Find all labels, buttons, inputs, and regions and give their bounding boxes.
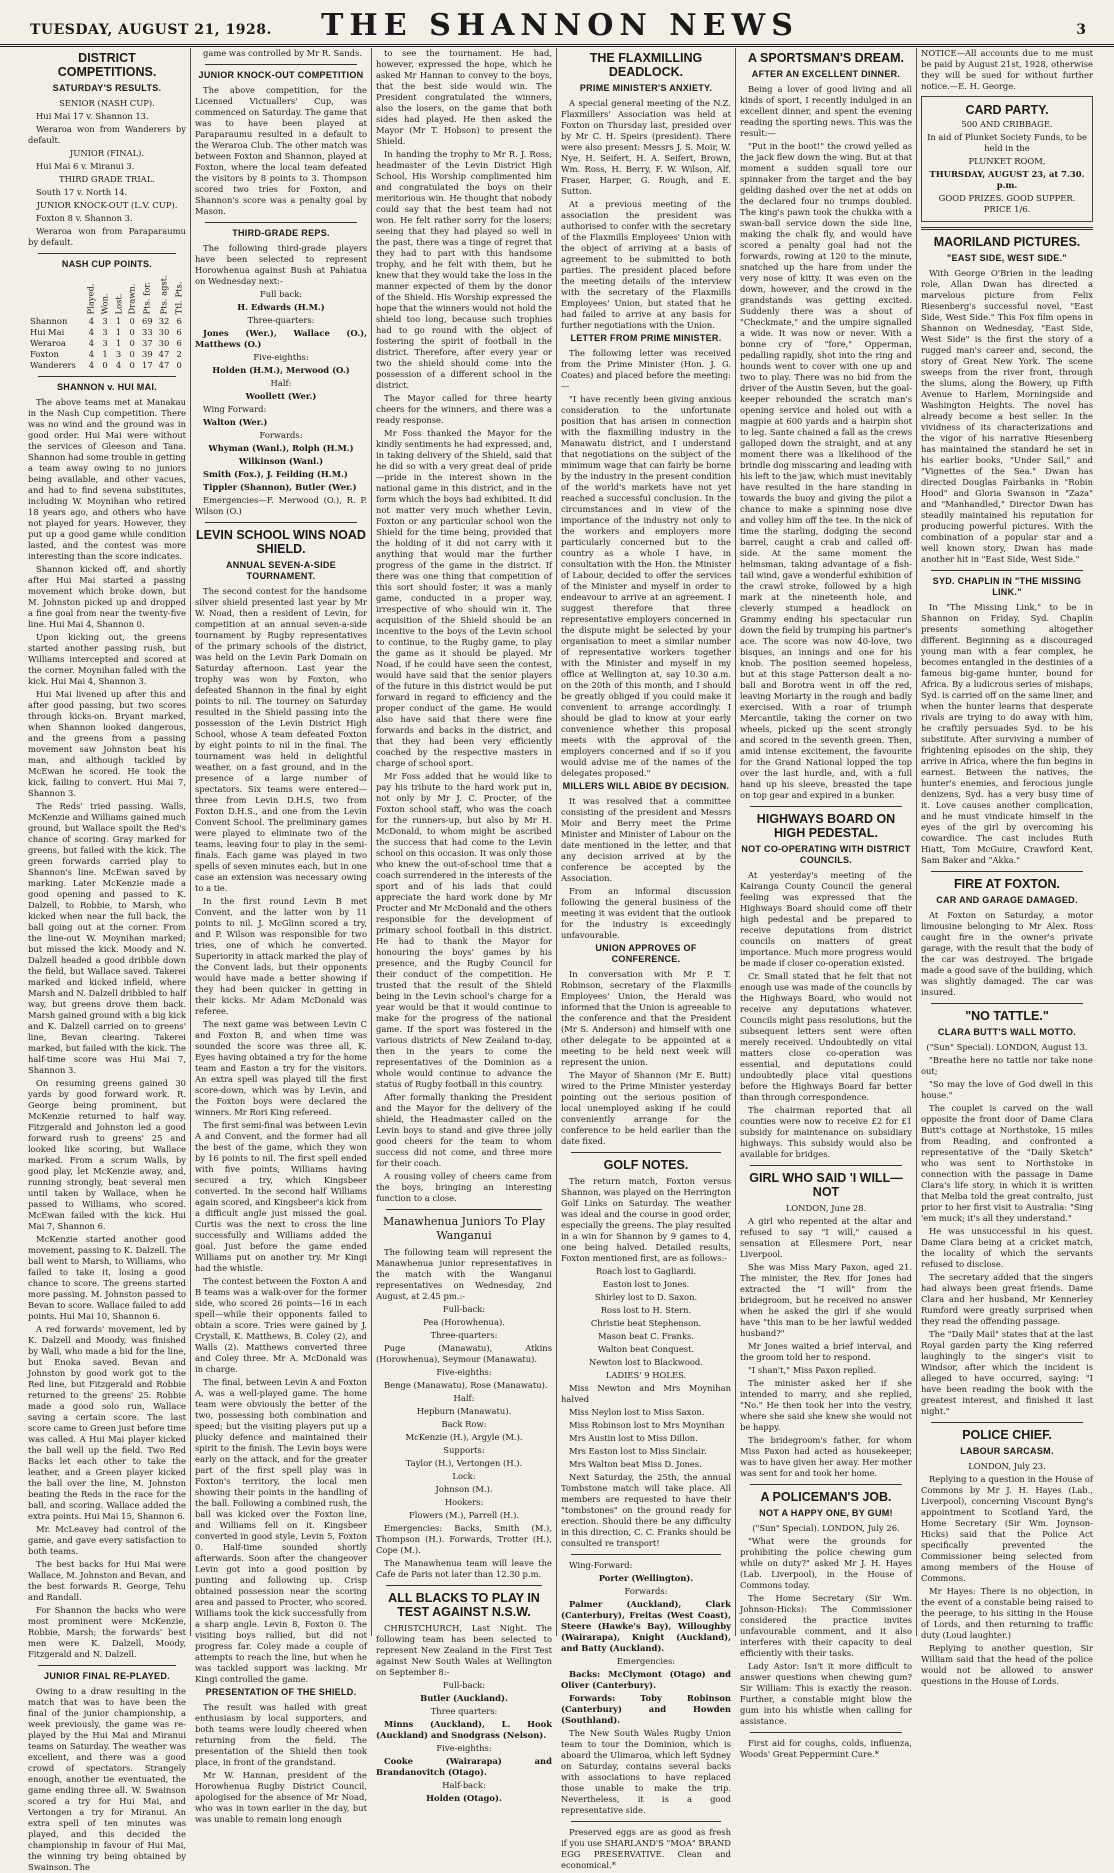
table-cell: 0 — [129, 349, 135, 359]
article-paragraph: The Reds' tried passing. Walls, McKenzie and Williams gained much ground, but Wallace spoilt the Red's chance of scoring. Gray marked for greens, but failed with the kick. The green forwards carried play to Shannon's line. McEwan saved by marking. Later McKenzie made a good opening and passed to K. Dalzell, to Robbie, to Marsh, who kicked when near the full back, the ball going out at the corner. From the line-out W. Moynihan marked; but missed the kick. Moody and N. Dalzell headed a good dribble down the field, but Wallace saved. Takerei marked and kicked infield, where Marsh and N. Dalzell dribbled to half way, but greens drove them back. Marsh gained ground with a big kick and K. Dalzell carried on to greens' line, Bevan clearing. Takerei marked, but failed with the kick. The half-time score was Hui Mai 7, Shannon 3. — [28, 801, 186, 1075]
table-cell: 1 — [102, 349, 108, 359]
article-paragraph: "Put in the boot!" the crowd yelled as the jack flew down the wing. But at that moment a sudden squall tore our spinnaker from the target and the bay gelding dashed over the net at odds on the declared four no trumps doubled. The king's pawn took the chukka with a swan-ball service down the side line, making the chalk fly, and would have scored a penalty goal had not the forwards, rowing at 120 to the minute, snatched up the hare from under the very nose of kitty. It was even on the down, however, and the crowd in the grandstands was getting excited. Suddenly there was a shout of "Checkmate," and the umpire signalled a wide. It was now or never. With a bonne cry of "fore," Opperman, pedalling rapidly, shot into the ring and hounds went to cover with one up and two to play. There was no bid from the driver of the Austin Seven, but the goal-keeper rebounded the scratch man's opening service and holed out with a magpie at 600 yards and a hairpin shot to leg. Sante chained a fall as the crews galloped down the straight, and at any moment there was a likelihood of the brindle dog misscaring and leading with his left to the jaw, which must inevitably have resulted in the hare standing in towards the buoy and giving the pilot a chance to make a spinning nose dive and volley him off the tee. In the nick of time the starling, dodging the second barrel, caught a crab and called off-side. At the same moment the helmsman, taking advantage of a fish-tail wind, gave a wonderful exhibition of the crawl stroke, followed by a high mark at the nineteenth hole, and cleverly stumped a headlock on Grammy ending his spectacular run down the field by trumping his partner's ace. The score was now 40-love, two bisques, an innings and one for his knob. The position seemed hopeless, but at this stage Patterson dealt a no-ball and Borotra went in off the red, leaving Moriarty in the rough and badly exercised. With a roar of triumph Mercantile, taking the corner on two wheels, picked up the scent strongly and scored in the seventh green. Then, amid intense excitement, the favourite for the Grand National lopped the top over the last hurdle, and, with a full hand up his sleeve, breasted the tape on top gear and expired in a bunker. — [740, 141, 912, 800]
article-paragraph: The best backs for Hui Mai were Wallace, M. Johnston and Bevan, and the best forwards R. George, Tehu and Randall. — [28, 1559, 186, 1602]
team-line: Taylor (H.), Vertongen (H.). — [405, 1458, 523, 1468]
article-paragraph: A rousing volley of cheers came from the boys, bringing an interesting function to a close. — [376, 1171, 552, 1203]
divider — [931, 570, 1083, 571]
table-cell: 4 — [88, 349, 95, 359]
article-paragraph: McKenzie started another good movement, passing to K. Dalzell. The ball went to Marsh, to Williams, who failed to take it, losing a good chance to score. The greens started more passing. M. Johnston passed to Bevan to score. Wallace failed to add points. Hui Mai 10, Shannon 6. — [28, 1234, 186, 1321]
team-line: Porter (Wellington). — [598, 1573, 694, 1583]
table-cell: 32 — [158, 316, 170, 326]
subheadline: PRESENTATION OF THE SHIELD. — [205, 1687, 357, 1697]
team-line: Forwards: — [624, 1586, 668, 1596]
table-cell: Hui Mai — [30, 327, 65, 337]
article-paragraph: From an informal discussion following the general business of the meeting it was evident that the outlook for the industry is exceedingly unfavourable. — [561, 886, 731, 940]
page-number: 3 — [1076, 22, 1086, 38]
team-line: Minns (Auckland), L. Hook (Auckland) and Snodgrass (Nelson). — [376, 1719, 552, 1740]
advertisement: Preserved eggs are as good as fresh if you use SHARLAND'S "MOA" BRAND EGG PRESERVATIVE. Clean and economical.* — [561, 1827, 731, 1870]
headline: FIRE AT FOXTON. — [953, 877, 1061, 891]
headline: ALL BLACKS TO PLAY IN TEST AGAINST N.S.W. — [388, 1591, 540, 1619]
team-line: Forwards: Toby Robinson (Canterbury) and Howden (Southland). — [561, 1693, 731, 1725]
headline: A SPORTSMAN'S DREAM. — [748, 51, 904, 65]
team-line: Whyman (Wanl.), Rolph (H.M.) — [208, 443, 354, 453]
team-line: Walton (Wer.) — [203, 417, 268, 427]
team-line: Forwards: — [259, 430, 303, 440]
article-paragraph: The New South Wales Rugby Union team to tour the Dominion, which is aboard the Ulimaroa, which left Sydney on Saturday, contains several backs with associations to have replaced those unable to make the trip. Nevertheless, it is a good representative side. — [561, 1728, 731, 1815]
result-line: Christie beat Stephenson. — [590, 1318, 702, 1328]
table-cell: 3 — [102, 327, 108, 337]
article-paragraph: The secretary added that the singers had always been great friends. Dame Clara and her husband, Mr Kennerley Rumford were greatly surprised when they read the offending passage. — [921, 1272, 1093, 1326]
team-line: Three quarters: — [430, 1706, 498, 1716]
subheadline: MILLERS WILL ABIDE BY DECISION. — [562, 781, 730, 791]
team-line: Half-back: — [442, 1780, 486, 1790]
dateline: ("Sun" Special). LONDON, August 13. — [926, 1042, 1088, 1052]
column-5 — [740, 48, 912, 1759]
ad-title: CARD PARTY. — [965, 103, 1049, 117]
result-line: Mrs Austin lost to Miss Dillon. — [569, 1433, 698, 1443]
ad-line: PLUNKET ROOM, — [968, 156, 1046, 166]
table-header: Pts. for. — [141, 281, 152, 315]
result-line: South 17 v. North 14. — [36, 187, 128, 197]
table-header: Won. — [99, 293, 110, 315]
table-header: Drawn. — [126, 283, 137, 315]
article-paragraph: "So may the love of God dwell in this house." — [921, 1079, 1093, 1100]
team-line: Hookers: — [444, 1497, 484, 1507]
article-paragraph: After formally thanking the President and the Mayor for the delivery of the shield, the Headmaster called on the Levin boys to stand and give three jolly good cheers for the team to whom success did not come, and three more for their coach. — [376, 1092, 552, 1168]
result-line: Mrs Walton beat Miss D. Jones. — [569, 1459, 702, 1469]
article-paragraph: A red forwards' movement, led by K. Dalzell and Moody, was finished by Wall, who made a bid for the line, but Enoka saved. Bevan and Johnston by good work got to the Red line, but Fitzgerald and Robbie returned to the greens' 25. Robbie made a good solo run, Wallace saving a certain score. The last score came to Green just before time was called. A Hui Mai player kicked the ball well up the field. Two Red Backs let each other to take the leather, and a Green player kicked the ball over the line, M. Johnston beating the Reds in the race for the ball, and scoring. Wallace added the extra points. Hui Mai 15, Shannon 6. — [28, 1324, 186, 1521]
subheadline: NOT A HAPPY ONE, BY GUM! — [759, 1508, 893, 1518]
team-line: Three-quarters: — [247, 315, 315, 325]
ad-line: In aid of Plunket Society Funds, to be held in the — [927, 132, 1087, 153]
team-line: Emergencies: — [616, 1656, 676, 1666]
article-paragraph: "I shan't," Miss Paxon replied. — [748, 1365, 876, 1375]
team-line: Puge (Manawatu), Atkins (Horowhenua), Seymour (Manawatu). — [376, 1343, 552, 1364]
table-cell: 0 — [129, 316, 135, 326]
divider — [750, 1165, 902, 1166]
result-line: Newton lost to Blackwood. — [589, 1357, 703, 1367]
team-line: H. Edwards (H.M.) — [237, 302, 325, 312]
team-line: Three-quarters: — [430, 1330, 498, 1340]
article-paragraph: In conversation with Mr P. T. Robinson, secretary of the Flaxmills Employees' Union, the Herald was informed that the Union is agreeable to the conference and that the President (Mr S. Anderson) and himself with one other delegate to be appointed at a meeting to be held next week will represent the union. — [561, 969, 731, 1067]
headline: LEVIN SCHOOL WINS NOAD SHIELD. — [196, 528, 366, 556]
article-paragraph: Shannon kicked off, and shortly after Hui Mai started a passing movement which broke down, but M. Johnston picked up and dropped a fine goal from near the twenty-five line. Hui Mai 4, Shannon 0. — [28, 564, 186, 629]
masthead — [0, 0, 1114, 47]
subheadline: SHANNON v. HUI MAI. — [56, 382, 158, 392]
headline: THE FLAXMILLING DEADLOCK. — [589, 51, 703, 79]
result-line: Easton lost to Jones. — [602, 1279, 690, 1289]
result-line: Weraroa won from Wanderers by default. — [28, 124, 186, 145]
table-cell: 4 — [88, 360, 95, 370]
article-paragraph: In handing the trophy to Mr R. J. Ross, headmaster of the Levin District High School, His Worship complimented him and congratulated the boys on their meritorious win. He thought that nobody could say that the best team had not won. He felt rather sorry for the losers; seeing that they had played so well in the past, there was a tinge of regret that they had to part with this handsome trophy, and he felt with them, but he knew that they would take the loss in the manner expected of them by the donor of the Shield. His Worship expressed the hope that the winners would not hold the shield too long, because such trophies had to go round with the object of fostering the spirit of football in the district. Therefore, after every year or two the shield should come into the possession of a different school in the district. — [376, 149, 552, 390]
table-cell: 6 — [176, 327, 182, 337]
subheadline: AFTER AN EXCELLENT DINNER. — [751, 69, 901, 79]
column-rule — [735, 48, 736, 1636]
result-line: LADIES' 9 HOLES. — [605, 1370, 687, 1380]
team-line: Flowers (M.), Parrell (H.). — [408, 1510, 520, 1520]
article-paragraph: The next game was between Levin C and Foxton B, and when time was sounded the score was three all, K. Eyes having obtained a try for the home team and Easton a try for the visitors. An extra spell was played till the first score-down, which was by Levin, and the Foxton boys were declared the winners. Mr Rori King refereed. — [195, 1019, 367, 1117]
card-party-ad — [921, 96, 1093, 222]
advertisement: First aid for coughs, colds, influenza, Woods' Great Peppermint Cure.* — [740, 1738, 912, 1759]
subheadline: JUNIOR KNOCK-OUT COMPETITION — [198, 70, 364, 80]
table-cell: 4 — [88, 316, 95, 326]
team-line: Full-back: — [442, 1304, 486, 1314]
table-cell: 1 — [115, 338, 122, 348]
article-paragraph: The first semi-final was between Levin A and Convent, and the former had all the best of the game, which they won by 16 points to nil. The first spell ended with five points, Williams having secured a try, which Kingsbeer converted. In the second half Williams again scored, and Kingsbeer's kick from a difficult angle just missed the goal. Curtis was the next to cross the line successfully and Williams added the goal. Just before the game ended Williams put on another try. Mr Kingi had the whistle. — [195, 1120, 367, 1273]
team-line: Wing-Forward: — [569, 1560, 633, 1570]
result-line: Mrs Easton lost to Miss Sinclair. — [569, 1446, 707, 1456]
team-line: Emergencies—F. Merwood (O.), R. P. Wilson (O.) — [195, 495, 367, 516]
article-paragraph: The "Daily Mail" states that at the last Royal garden party the King referred laughingly to the singer's visit to Windsor, after which the incident is alleged to have occurred, saying: "I have been reading the book with the greatest interest, and finished it last night." — [921, 1329, 1093, 1416]
article-paragraph: The following third-grade players have been selected to represent Horowhenua against Bush at Pahiatua on Wednesday next:- — [195, 243, 367, 286]
table-row — [28, 338, 186, 349]
team-line: Holden (H.M.), Merwood (O.) — [212, 365, 350, 375]
article-paragraph: Next Saturday, the 25th, the annual Tombstone match will take place. All members are requested to have their "tombstones" on the ground ready for erection. Should there be any difficulty in this direction, C. C. Franks should be consulted re transport! — [561, 1472, 731, 1548]
article-paragraph: Mr Jones waited a brief interval, and the groom told her to respond. — [740, 1341, 912, 1362]
result-line: Foxton 8 v. Shannon 3. — [36, 213, 133, 223]
article-paragraph: In the first round Levin B met Convent, and the latter won by 11 points to nil. J. McGlinn scored a try, and P. Wilson was responsible for two tries, one of which he converted. Superiority in attack marked the play of the Convent lads, but their opponents would have made a better showing if they had been quicker in getting in their kicks. Mr Adam McDonald was referee. — [195, 896, 367, 1016]
headline: MAORILAND PICTURES. — [933, 235, 1081, 249]
divider — [38, 1665, 176, 1666]
team-line: Benge (Manawatu), Rose (Manawatu). — [384, 1380, 548, 1390]
team-line: Five-eighths: — [253, 352, 309, 362]
team-line: McKenzie (H.), Argyle (M.). — [405, 1432, 523, 1442]
team-line: Palmer (Auckland), Clark (Canterbury), Freitas (West Coast), Steere (Hawke's Bay), Willoughby (Wairarapa), Knight (Auckland), and Batty (Auckland). — [561, 1599, 731, 1653]
divider — [571, 1152, 721, 1153]
article-paragraph: At Foxton on Saturday, a motor limousine belonging to Mr Alex. Ross caught fire in the owner's private garage, with the result that the body of the car was destroyed. The brigade made a good save of the building, which was slightly damaged. The car was insured. — [921, 910, 1093, 997]
article-paragraph: Mr Hayes: There is no objection, in the event of a constable being raised to the peerage, to his sitting in the House of Lords, and then returning to traffic duty (Loud laughter.) — [921, 1586, 1093, 1640]
subheadline: CLARA BUTT'S WALL MOTTO. — [937, 1027, 1077, 1037]
result-line: Weraroa won from Paraparaumu by default. — [28, 226, 186, 247]
team-line: Back Row: — [441, 1419, 487, 1429]
article-paragraph: "What were the grounds for prohibiting the police chewing gum while on duty?" asked Mr J. H. Hayes (Lab. Liverpool), in the House of Commons today. — [740, 1536, 912, 1590]
article-paragraph: In "The Missing Link," to be in Shannon on Friday, Syd. Chaplin presents something altogether different. Beginning as a discouraged young man with a fear complex, he becomes entangled in the destinies of a famous big-game hunter, bound for Africa. By a ludicrous series of mishaps, Syd. is carried off on the same liner, and when the hunter learns that desperate rivals are trying to do away with him, he craftily persuades Syd. to be his substitute. After surviving a number of frightening episodes on the ship, they arrive in Africa, where the fun begins in earnest. Between the natives, the hunter's enemies, and ferocious jungle denizens, Syd. has a very busy time of it. Love causes another complication, and he must vindicate himself in the eyes of the girl by overcoming his cowardice. The cast includes Ruth Hiatt, Tom McGuire, Crawford Kent, Sam Baker and "Akka." — [921, 602, 1093, 865]
article-paragraph: The above competition, for the Licensed Victuallers' Cup, was commenced on Saturday. The game that was to have been played at Paraparaumu resulted in a default to the Weraroa Club. The other match was between Foxton and Shannon, played at Foxton, where the local team defeated the visitors by 8 points to 3. Thompson scored two tries for Foxton, and Shannon's score was a penalty goal by Mason. — [195, 85, 367, 216]
divider — [750, 1732, 902, 1733]
team-line: Emergencies: Backs, Smith (M.), Thompson (H.). Forwards, Trotter (H.), Cope (M.). — [376, 1523, 552, 1555]
article-paragraph: Cr. Small stated that he felt that not enough use was made of the councils by the Highways Board, who would not receive any deputations whatever. Councils might pass resolutions, but the subsequent letters sent were often merely received. Undoubtedly on vital matters close co-operation was essential, and deputations could undoubtedly place vital questions before the Highways Board far better than through correspondence. — [740, 971, 912, 1102]
table-header: Ttl. Pts. — [173, 281, 184, 315]
subheadline: THIRD-GRADE REPS. — [232, 228, 330, 238]
subheadline: PRIME MINISTER'S ANXIETY. — [579, 83, 713, 93]
article-paragraph: With George O'Brien in the leading role, Allan Dwan has directed a marvelous picture from Felix Riesenberg's successful novel, "East Side, West Side." This Fox film opens in Shannon on Wednesday, "East Side, West Side" is the first the story of a rugged man's career and, second, the story of Great New York. The scene sweeps from the river front, through the slums, along the Bowery, up Fifth Avenue to Harlem, Morningside and Washington Heights. The novel has already become a best seller. In the vividness of its characterizations and the vigor of his narrative Riesenberg has maintained the standard he set in his earlier books, "Under Sail," and "Vignettes of the Sea." Dwan has directed Douglas Fairbanks in "Robin Hood" and Gloria Swanson in "Zaza" and "Manhandled," Director Dwan has steadily maintained his reputation for producing powerful pictures. With the combination of a popular star and a well known story, Dwan has made another hit in "East Side, West Side." — [921, 268, 1093, 564]
golf-results — [561, 1266, 731, 1470]
team-line: Smith (Fox.), J. Feilding (H.M.) — [203, 469, 348, 479]
article-paragraph: It was resolved that a committee consisting of the president and Messrs Moir and Berry meet the Prime Minister and Minister of Labour on the date mentioned in the letter, and that any decision arrived at by the conference be accepted by the Association. — [561, 796, 731, 883]
table-body — [28, 316, 186, 371]
divider — [386, 1585, 542, 1586]
column-1 — [28, 48, 187, 1872]
article-paragraph: Mr. McLeavey had control of the game, and gave every satisfaction to both teams. — [28, 1524, 186, 1556]
headline: POLICE CHIEF. — [962, 1428, 1052, 1442]
team-line: Wilkinson (Wanl.) — [238, 456, 324, 466]
article-paragraph: At yesterday's meeting of the Kairanga County Council the general feeling was expressed that the Highways Board should come off their high pedestal and be prepared to receive deputations from district councils on matters of great importance. Much more progress would be made if closer co-operation existed. — [740, 870, 912, 968]
team-line: Holden (Otago). — [426, 1793, 502, 1803]
article-paragraph: On resuming greens gained 30 yards by good forward work. R. George being prominent, but McKenzie returned to half way. Fitzgerald and Johnston led a good forward rush to greens' 25 and looked like scoring, but Wallace marked. From a scrum Walls, by good play, let McKenzie away, and, running strongly, beat several men until taken by Wallace, when he passed to Williams, who scored. McEwan failed with the kick. Hui Mai 7, Shannon 6. — [28, 1078, 186, 1231]
table-cell: Foxton — [30, 349, 59, 359]
notice: NOTICE—All accounts due to me must be paid by August 21st, 1928, otherwise they will be sued for without further notice.—E. H. George. — [921, 48, 1093, 91]
dateline: ("Sun" Special). LONDON, July 26. — [752, 1523, 900, 1533]
table-row — [28, 316, 186, 327]
column-rule — [916, 48, 917, 1636]
divider — [205, 64, 357, 65]
team-line: Supports: — [443, 1445, 485, 1455]
result-line: JUNIOR (FINAL). — [69, 148, 145, 158]
headline: "NO TATTLE." — [965, 1009, 1049, 1023]
article-paragraph: The second contest for the handsome silver shield presented last year by Mr W. Noad, then a resident of Levin, for competition at an annual seven-a-side tournament by Rugby representatives of the primary schools of the district, was held on the Levin Park Domain on Saturday afternoon. Last year the trophy was won by Foxton, who defeated Shannon in the final by eight points to nil. The tourney on Saturday resulted in the Shield passing into the possession of the Levin District High School, whose A team defeated Foxton by eight points to nil in the final. The tournament was held in delightful weather, on a fast ground, and in the presence of a large number of spectators. Six teams were entered—three from Levin D.H.S, two from Foxton D.H.S., and one from the Levin Convent School. The preliminary games were played to eliminate two of the teams, leaving four to play in the semi-finals. Each game was played in two spells of seven minutes each, but in one case an extension was necessary owing to a tie. — [195, 586, 367, 893]
subheadline: "EAST SIDE, WEST SIDE." — [947, 253, 1067, 263]
subheadline: ANNUAL SEVEN-A-SIDE TOURNAMENT. — [225, 560, 337, 581]
table-cell: 4 — [88, 327, 95, 337]
team-line: Half: — [453, 1393, 475, 1403]
table-cell: 30 — [158, 338, 170, 348]
subheadline: CAR AND GARAGE DAMAGED. — [936, 895, 1078, 905]
table-header-row — [28, 274, 186, 316]
table-cell: 0 — [129, 338, 135, 348]
team-list — [376, 1304, 552, 1580]
result-line: Shirley lost to D. Saxon. — [594, 1292, 698, 1302]
column-4 — [561, 48, 731, 1870]
divider — [571, 1554, 721, 1555]
table-row — [28, 360, 186, 371]
table-row — [28, 327, 186, 338]
divider — [205, 522, 357, 523]
table-cell: Wanderers — [30, 360, 76, 370]
result-line: THIRD GRADE TRIAL. — [59, 174, 155, 184]
article-paragraph: Owing to a draw resulting in the match that was to have been the final of the junior championship, a week previously, the game was re-played by the Hui Mai and Miranui teams on Saturday. The weather was excellent, and there was a good crowd of spectators. Strangely enough, another tie eventuated, the game ending three all. W. Swainson scored a try for Hui Mai, and Vertongen a try for Miranui. An extra spell of ten minutes was played, and this decided the championship in favour of Hui Mai, the winning try being obtained by Swainson. The — [28, 1686, 186, 1872]
article-paragraph: Upon kicking out, the greens started another passing rush, but Williams intercepted and scored at the corner. Moynihan failed with the kick. Hui Mai 4, Shannon 3. — [28, 632, 186, 686]
article-paragraph: The Mayor called for three hearty cheers for the winners, and there was a ready response. — [376, 393, 552, 425]
article-paragraph: A special general meeting of the N.Z. Flaxmillers' Association was held at Foxton on Thursday last, presided over by Mr C. H. Speirs (president). There were also present: Messrs J. S. Moir, W. Nye, H. Seifert, H. A. Seifert, Brown, Wm. Ross, H. Berry, F. W. Wilson, Alf. Fraser, Harper, G. Rough, and E. Sutton. — [561, 98, 731, 196]
headline: Manawhenua Juniors To Play Wanganui — [382, 1215, 546, 1242]
article-paragraph: She was Miss Mary Paxon, aged 21. The minister, the Rev. Ifor Jones had extracted the "I will" from the bridegroom, but he received no answer when he asked the girl if she would have "this man to be her lawful wedded husband?" — [740, 1262, 912, 1338]
divider — [38, 253, 176, 254]
article-paragraph: The bridegroom's father, for whom Miss Paxon had acted as housekeeper, was to have given her away. Her mother was sent for and took her home. — [740, 1435, 912, 1478]
article-paragraph: Being a lover of good living and all kinds of sport, I recently indulged in an excellent dinner, and spent the evening reading the sporting news. This was the result:— — [740, 84, 912, 138]
table-cell: 0 — [129, 327, 135, 337]
article-paragraph: The Home Secretary (Sir Wm. Johnson-Hicks): The Commissioner considered the practice invites unfavourable comment, and it also interferes with their capacity to deal efficiently with their tasks. — [740, 1593, 912, 1658]
team-line: Five-eighths: — [436, 1367, 492, 1377]
table-cell: Shannon — [30, 316, 68, 326]
results-list — [28, 98, 186, 248]
dateline: LONDON, June 28. — [785, 1203, 867, 1213]
article-paragraph: The final, between Levin A and Foxton A, was a well-played game. The home team were obviously the better of the two, possessing both combination and speed; but the visiting players put up a plucky defence and maintained their spirit to the finish. The Levin boys were early on the attack, and for the greater part of the first spell play was in Foxton's territory, the local men showing their points in the handling of the ball. Following a combined rush, the ball was kicked over the Foxton line, and Williams fell on it. Kingsbeer converted in good style, Levin 5, Foxton 0. Half-time sounded shortly afterwards. Soon after the changeover Levin got into a good position by punting and following up. Crisp obtained possession near the scoring area and passed to Procter, who scored. Williams took the kick successfully from a sharp angle. Levin 8, Foxton 0. The visiting boys rallied, but did not progress far. Coley made a couple of attempts to reach the line, but when he was tackled support was lacking. Mr Kingi controlled the game. — [195, 1377, 367, 1684]
team-line: The Manawhenua team will leave the Cafe de Paris not later than 12.30 p.m. — [376, 1558, 552, 1579]
table-cell: 6 — [176, 338, 182, 348]
article-paragraph: game was controlled by Mr R. Sands. — [203, 48, 362, 58]
result-line: Miss Newton and Mrs Moynihan halved — [561, 1383, 731, 1404]
result-line: Miss Robinson lost to Mrs Moynihan — [569, 1420, 725, 1430]
article-paragraph: Lady Astor: Isn't it more difficult to answer questions when chewing gum? Sir William: This is exactly the reason. Further, a constable might blow the gum into his whistle when calling for assistance. — [740, 1661, 912, 1726]
team-line: Tippler (Shannon), Butler (Wer.) — [203, 482, 357, 492]
table-cell: 1 — [115, 327, 122, 337]
table-cell: 4 — [88, 338, 95, 348]
team-line: Pea (Horowhenua). — [423, 1317, 505, 1327]
article-paragraph: "I have recently been giving anxious consideration to the unfortunate position that has arisen in connection with the flaxmilling industry in the Manawatu district, and I understand that negotiations on the subject of the minimum wage that can fairly be borne by the industry in the present condition of the world's markets have not yet reached a successful conclusion. In the circumstances and in view of the importance of the industry not only to the workers and employers more particularly concerned but to the country as a whole I have, in consultation with the Hon. the Minister of Labour, decided to offer the services of the Minister and myself in order to endeavour to arrive at an agreement. I suggest therefore that three representative employers concerned in the dispute might be selected by your organisation to meet a similar number of representative workers together with the Minister and myself in my office at Wellington at, say 10.30 a.m. on the 20th of this month, and I should be greatly obliged if you could make it convenient to arrange accordingly. I should be glad to know at your early convenience whether this proposal meets with the approval of the employers concerned and if so if you would advise me of the names of the delegates proposed." — [561, 394, 731, 778]
divider — [571, 1821, 721, 1822]
table-cell: 3 — [102, 316, 108, 326]
result-line: Mason beat C. Franks. — [598, 1331, 694, 1341]
team-line: Wing Forward: — [203, 404, 267, 414]
article-paragraph: CHRISTCHURCH, Last Night. The following team has been selected to represent New Zealand in the First Test against New South Wales at Wellington on September 8:- — [376, 1623, 552, 1677]
article-paragraph: The result was hailed with great enthusiasm by local supporters, and both teams were loudly cheered when returning from the field. The presentation of the Shield then took place, in front of the grandstand. — [195, 1702, 367, 1767]
divider — [750, 806, 902, 807]
team-line: Butler (Auckland). — [420, 1693, 508, 1703]
result-line: JUNIOR KNOCK-OUT (L.V. CUP). — [36, 200, 178, 210]
article-paragraph: The above teams met at Manakau in the Nash Cup competition. There was no wind and the ground was in good order. Hui Mai were without the services of Gleeson and Tana. Shannon had some trouble in getting a team away owing to no juniors being available, and other vacues, and had to find sevena substitutes, including W. Moynihan who retired 18 years ago, and others who have not played for years. However, they put up a good game while condition lasted, and the contest was more interesting than the score indicates. — [28, 397, 187, 561]
table-header: Lost. — [113, 293, 124, 315]
column-rule — [556, 48, 557, 1636]
divider — [931, 1003, 1083, 1004]
ad-line: THURSDAY, AUGUST 23, at 7.30. p.m. — [929, 169, 1085, 190]
table-cell: 4 — [115, 360, 122, 370]
column-3 — [376, 48, 552, 1803]
result-line: Walton beat Conquest. — [597, 1344, 695, 1354]
article-paragraph: For Shannon the backs who were most prominent were McKenzie, Robbie, Marsh; the forwards' best men were K. Dalzell, Moody, Fitzgerald and N. Dalzell. — [28, 1605, 186, 1659]
table-cell: 0 — [129, 360, 135, 370]
team-line: Full-back: — [442, 1680, 486, 1690]
table-cell: 17 — [142, 360, 153, 370]
team-line: Jones (Wer.), Wallace (O.), Matthews (O.) — [195, 328, 367, 349]
article-paragraph: The minister asked her if she intended to marry, and she replied, "No." He then took her into the vestry, where she said she knew she would not be happy. — [740, 1378, 912, 1432]
result-line: Hui Mai 6 v. Miranui 3. — [36, 161, 135, 171]
team-line: Hepburn (Manawatu). — [416, 1406, 512, 1416]
table-cell: 30 — [158, 327, 170, 337]
issue-date: TUESDAY, AUGUST 21, 1928. — [30, 22, 272, 38]
table-cell: 33 — [142, 327, 153, 337]
result-line: SENIOR (NASH CUP). — [59, 98, 155, 108]
table-header — [28, 274, 85, 316]
table-cell: 47 — [158, 360, 170, 370]
article-paragraph: Hui Mai livened up after this and after good passing, but two scores through kicks-on. Bryant marked, when Shannon looked dangerous, and the greens from a passing movement saw Johnston beat his man, and although tackled by McEwan he scored. He took the kick, failing to convert. Hui Mai 7, Shannon 3. — [28, 689, 186, 798]
headline: HIGHWAYS BOARD ON HIGH PEDESTAL. — [756, 812, 896, 840]
table-cell: 1 — [115, 316, 122, 326]
subheadline: NASH CUP POINTS. — [61, 259, 153, 269]
article-paragraph: He was unsuccessful in his quest. Dame Clara being at a cricket match, the locality of which the servants refused to disclose. — [921, 1226, 1093, 1269]
table-cell: 69 — [142, 316, 153, 326]
subheadline: LETTER FROM PRIME MINISTER. — [570, 333, 722, 343]
result-line: Miss Neylon lost to Miss Saxon. — [569, 1407, 705, 1417]
table-cell: 39 — [142, 349, 153, 359]
column-rule — [371, 48, 372, 1636]
result-line: Ross lost to H. Stern. — [600, 1305, 692, 1315]
subheadline: SYD. CHAPLIN IN "THE MISSING LINK." — [932, 576, 1082, 597]
table-cell: 2 — [176, 349, 182, 359]
article-paragraph: Mr W. Hannan, president of the Horowhenua Rugby District Council, apologised for the absence of Mr Noad, who was in town earlier in the day, but was unable to remain long enough — [195, 1770, 367, 1824]
team-line: Lock: — [452, 1471, 476, 1481]
article-paragraph: The couplet is carved on the wall opposite the front door of Dame Clara Butt's cottage at Northstoke, 15 miles from Reading, and confronted a representative of the "Daily Sketch" who was sent to Northstoke in connection with the passage in Dame Clara's life story, in which it is written that Melba told the great contralto, just prior to her first visit to Australia: "Sing 'em muck; it's all they understand." — [921, 1103, 1093, 1223]
team-line: Full back: — [259, 289, 303, 299]
article-paragraph: The Mayor of Shannon (Mr E. Butt) wired to the Prime Minister yesterday pointing out the serious position of local unemployed asking if he could conveniently arrange for the conference to be held earlier than the date fixed. — [561, 1070, 731, 1146]
team-line: Johnson (M.). — [435, 1484, 493, 1494]
divider — [750, 1484, 902, 1485]
article-paragraph: The return match, Foxton versus Shannon, was played on the Herrington Golf Links on Saturday. The weather was ideal and the course in good order, especially the greens. The play resulted in a win for Shannon by 9 games to 4, one being halved. Detailed results, Foxton mentioned first, are as follows:- — [561, 1176, 731, 1263]
table-header: Pts. agst. — [158, 275, 169, 315]
team-list — [195, 289, 367, 517]
points-table — [28, 274, 186, 371]
divider — [931, 871, 1083, 872]
article-paragraph: "Breathe here no tattle nor take none out; — [921, 1055, 1093, 1076]
table-cell: 47 — [158, 349, 170, 359]
divider — [931, 1422, 1083, 1423]
article-paragraph: to see the tournament. He had, however, expressed the hope, which he asked Mr Hannan to convey to the boys, that the best side would win. The President congratulated the winners, also the losers, on the game that both sides had played. He then asked the Mayor (Mr T. Hobson) to present the Shield. — [376, 48, 552, 146]
table-row — [28, 349, 186, 360]
divider — [386, 1209, 542, 1210]
column-6 — [921, 48, 1093, 1686]
article-paragraph: The following letter was received from the Prime Minister (Hon. J. G. Coates) and placed before the meeting:— — [561, 348, 731, 391]
ad-line: GOOD PRIZES. GOOD SUPPER. PRICE 1/6. — [938, 193, 1076, 214]
table-header: Played. — [85, 283, 96, 315]
subheadline: SATURDAY'S RESULTS. — [52, 83, 162, 93]
divider — [921, 227, 1093, 230]
table-cell: 6 — [176, 316, 182, 326]
table-cell: 37 — [142, 338, 153, 348]
article-paragraph: At a previous meeting of the association the president was authorised to confer with the secretary of the Flaxmills Employees' Union with the object of arriving at a basis of agreement to be submitted to both parties. The president placed before the meeting details of the interview with the secretary of the Flaxmills Employees' Union, but stated that he had failed to arrive at any basis for further negotiations with the Union. — [561, 199, 731, 330]
headline: DISTRICT COMPETITIONS. — [57, 51, 157, 79]
headline: A POLICEMAN'S JOB. — [760, 1490, 892, 1504]
divider — [38, 376, 176, 377]
newspaper-title: THE SHANNON NEWS — [321, 8, 799, 43]
table-cell: Weraroa — [30, 338, 66, 348]
article-paragraph: The chairman reported that all counties were now to receive £2 for £1 subsidy for maintenance on subsidiary highways. This subsidy would also be available for bridges. — [740, 1105, 912, 1159]
subheadline: LABOUR SARCASM. — [960, 1446, 1054, 1456]
dateline: LONDON, July 23. — [968, 1461, 1046, 1471]
table-cell: 3 — [115, 349, 122, 359]
divider — [205, 222, 357, 223]
article-paragraph: The following team will represent the Manawhenua junior representatives in the match with the Wanganui representatives on Wednesday, 2nd August, at 2.45 pm.:- — [376, 1247, 552, 1301]
table-cell: 3 — [102, 338, 108, 348]
column-rule — [190, 48, 191, 1636]
article-paragraph: Replying to another question, Sir William said that the head of the police would not be allowed to answer questions in the House of Lords. — [921, 1643, 1093, 1686]
team-line: Backs: McClymont (Otago) and Oliver (Canterbury). — [561, 1669, 731, 1690]
team-list — [561, 1560, 731, 1726]
team-line: Five-eighths: — [436, 1743, 492, 1753]
result-line: Hui Mai 17 v. Shannon 13. — [36, 111, 149, 121]
table-cell: 0 — [176, 360, 182, 370]
article-paragraph: Mr Foss added that he would like to pay his tribute to the hard work put in, not only by Mr J. C. Procter, of the Foxton school staff, who was the coach for the runners-up, but also by Mr H. McDonald, to whom might be ascribed the success that had come to the Levin school on this occasion. It was only those who knew the out-of-school time that a coach surrendered in the interests of the sport and of his lads that could appreciate the hard work done by Mr Procter and Mr McDonald and the others responsible for the development of primary school football in this district. He had to thank the Mayor for honouring the boys' games by his presence, and the Rugby Council for their conduct of the competition. He trusted that the result of the Shield being in the Levin school's charge for a year would be that it would continue to make for the progress of the national game. If the sport was fostered in the various districts of New Zealand to-day, then in the years to come the representatives of the Dominion as a whole would continue to advance the status of Rugby football in this country. — [376, 771, 552, 1089]
ad-line: 500 AND CRIBBAGE. — [961, 119, 1053, 129]
team-line: Half: — [270, 378, 292, 388]
team-line: Woollett (Wer.) — [245, 391, 317, 401]
headline: GIRL WHO SAID 'I WILL—NOT — [749, 1171, 903, 1199]
subheadline: UNION APPROVES OF CONFERENCE. — [595, 943, 697, 964]
headline: GOLF NOTES. — [603, 1158, 689, 1172]
article-paragraph: The contest between the Foxton A and B teams was a walk-over for the former side, who scored 26 points—16 in each spell—while their opponents failed to obtain a score. Tries were gained by J. Crystall, K. Matthews, B. Coley (2), and Walls (2). Matthews converted three and Coley three. Mr A. McDonald was in charge. — [195, 1276, 367, 1374]
article-paragraph: A girl who repented at the altar and refused to say "I will," caused a sensation at Ellesmere Port, near Liverpool. — [740, 1216, 912, 1259]
team-list — [376, 1680, 552, 1804]
article-paragraph: Replying to a question in the House of Commons by Mr J. H. Hayes (Lab., Liverpool), concerning Viscount Byng's appointment to Scotland Yard, the Home Secretary (Sir Wm. Joynson-Hicks) said that the Police Act specifically prevented the Commissioner being selected from among members of the House of Commons. — [921, 1474, 1093, 1583]
subheadline: JUNIOR FINAL RE-PLAYED. — [44, 1671, 170, 1681]
team-line: Cooke (Wairarapa) and Brandanovitch (Otago). — [376, 1756, 552, 1777]
table-cell: 0 — [102, 360, 108, 370]
result-line: Roach lost to Gagliardi. — [595, 1266, 697, 1276]
column-2 — [195, 48, 367, 1824]
subheadline: NOT CO-OPERATING WITH DISTRICT COUNCILS. — [741, 844, 911, 865]
article-paragraph: Mr Foss thanked the Mayor for the kindly sentiments he had expressed, and, in taking delivery of the Shield, said that he did so with a very great deal of pride—pride in the interest shown in the national game in this district, and in the form which the boys had exhibited. It did not matter very much whether Levin, Foxton or any particular school won the Shield for the time being, provided that the holding of it did not carry with it anything that would mar the further progress of the game in the district. If there was one thing that competition of this sort should foster, it was a manly game, conducted in a proper way, irrespective of who should win it. The acquisition of the Shield should be an incentive to the boys of the Levin school to continue, to the Rugby game, to play the game as it should be played. Mr Noad, if he could have seen the contest, would have said that the senior players of the future in this district would be put forward in regard to efficiency and the proper conduct of the game. He would also have said that there were fine forwards and backs in the district, and that they had been very efficiently coached by the respective masters in charge of school sport. — [376, 428, 552, 768]
